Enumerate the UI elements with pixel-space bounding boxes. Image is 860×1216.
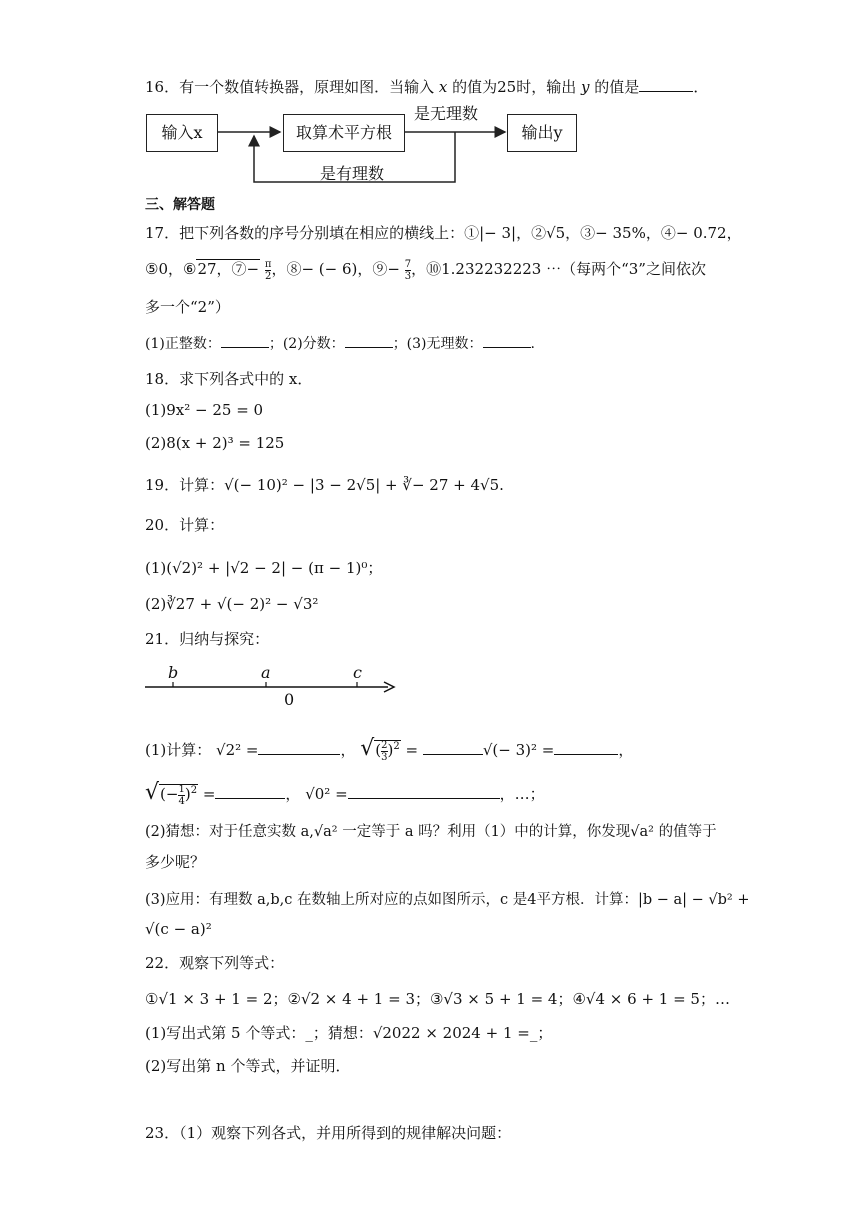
sqrt-box: 取算术平方根 bbox=[283, 114, 405, 152]
q18-part2: (2)8(x + 2)³ = 125 bbox=[145, 434, 285, 452]
answer-blank[interactable] bbox=[423, 740, 483, 755]
q17-line2: ⑤0，⑥27，⑦− $\frac{\pi}{2}$ ，⑧− (− 6)，⑨− $\frac{7}{3}$ ，⑩1.232232223 ⋯（每两个“3”之间依次 bbox=[145, 258, 706, 282]
q21-title: 21．归纳与探究： bbox=[145, 630, 270, 648]
q20-part1: (1)(√2)² + |√2 − 2| − (π − 1)⁰； bbox=[145, 559, 383, 577]
answer-blank[interactable] bbox=[345, 333, 393, 348]
rational-label: 是有理数 bbox=[320, 164, 385, 183]
q20-title: 20．计算： bbox=[145, 516, 225, 534]
q18-title: 18．求下列各式中的 x． bbox=[145, 370, 313, 388]
answer-blank[interactable] bbox=[215, 784, 285, 799]
q16-stem: 16．有一个数值转换器，原理如图．当输入 x 的值为25时，输出 y 的值是 ． bbox=[145, 78, 709, 96]
q22-title: 22．观察下列等式： bbox=[145, 954, 285, 972]
q17-line3: 多一个“2”） bbox=[145, 298, 230, 316]
q18-part1: (1)9x² − 25 = 0 bbox=[145, 401, 264, 419]
point-a-label: a bbox=[261, 663, 271, 682]
q21-part3-line1: (3)应用：有理数 a,b,c 在数轴上所对应的点如图所示，c 是4平方根．计算：|b − a| − √b² + bbox=[145, 892, 750, 908]
diagram-arrows bbox=[0, 0, 860, 200]
q22-part1: (1)写出式第 5 个等式：_；猜想：√2022 × 2024 + 1 =_； bbox=[145, 1024, 553, 1042]
q20-part2: (2)∛27 + √(− 2)² − √3² bbox=[145, 595, 319, 613]
output-box: 输出y bbox=[507, 114, 577, 152]
q21-part2-line2: 多少呢？ bbox=[145, 853, 206, 871]
q23-title: 23．（1）观察下列各式，并用所得到的规律解决问题： bbox=[145, 1124, 512, 1142]
answer-blank[interactable] bbox=[221, 333, 269, 348]
sqrt-fraction-1-4: √ bbox=[145, 780, 160, 805]
answer-blank[interactable] bbox=[258, 740, 340, 755]
answer-blank[interactable] bbox=[348, 784, 500, 799]
q21-part2-line1: (2)猜想：对于任意实数 a,√a² 一定等于 a 吗？利用（1）中的计算，你发现√a² 的值等于 bbox=[145, 824, 717, 840]
q21-part3-line2: √(c − a)² bbox=[145, 920, 212, 938]
origin-label: 0 bbox=[284, 690, 295, 709]
q17-line1: 17．把下列各数的序号分别填在相应的横线上：①|− 3|，②√5，③− 35%，④− 0.72， bbox=[145, 224, 742, 242]
q22-equations: ①√1 × 3 + 1 = 2；②√2 × 4 + 1 = 3；③√3 × 5 + 1 = 4；④√4 × 6 + 1 = 5；… bbox=[145, 990, 730, 1008]
point-c-label: c bbox=[353, 663, 362, 682]
q19: 19．计算：√(− 10)² − |3 − 2√5| + ∛− 27 + 4√5. bbox=[145, 476, 504, 494]
section-heading: 三、解答题 bbox=[145, 197, 215, 213]
q22-part2: (2)写出第 n 个等式，并证明． bbox=[145, 1057, 351, 1075]
fraction-7-3: $\frac{7}{3}$ bbox=[404, 258, 412, 282]
answer-blank[interactable] bbox=[483, 333, 531, 348]
input-box: 输入x bbox=[146, 114, 218, 152]
q21-part1-row2: √(− $\frac{1}{4}$ )$^2$ = ， √0² = ，…； bbox=[145, 780, 545, 807]
q21-part1-row1: (1)计算： √2² = ， √( $\frac{2}{3}$ )$^2$ = √(− 3)² = ， bbox=[145, 736, 634, 763]
irrational-label: 是无理数 bbox=[414, 104, 479, 123]
sqrt-fraction-2-3: √ bbox=[360, 736, 375, 761]
fraction-pi-2: $\frac{\pi}{2}$ bbox=[264, 258, 272, 282]
answer-blank[interactable] bbox=[554, 740, 618, 755]
point-b-label: b bbox=[168, 663, 179, 682]
q17-line4: (1)正整数： ；(2)分数： ；(3)无理数： . bbox=[145, 333, 535, 353]
